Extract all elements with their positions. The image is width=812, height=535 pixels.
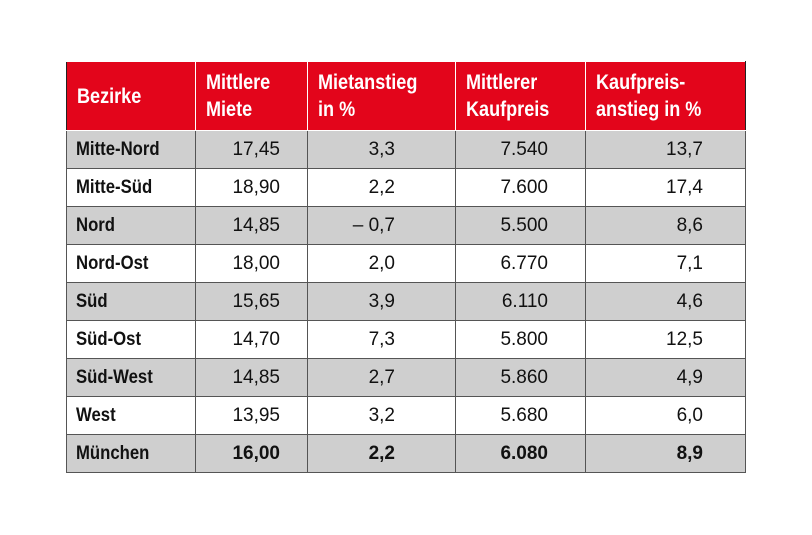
mean-price-cell: 5.800: [456, 321, 586, 359]
district-name-cell: [67, 245, 196, 283]
table-row-total: [67, 435, 746, 473]
price-increase-cell: 12,5: [586, 321, 746, 359]
price-increase-cell: 8,9: [586, 435, 746, 473]
mean-price-cell: 5.860: [456, 359, 586, 397]
column-header-line: Mittlerer: [466, 71, 538, 94]
column-header-4: [456, 62, 586, 131]
district-name-cell: [67, 397, 196, 435]
district-name-cell: [67, 321, 196, 359]
rent-increase-cell: 2,0: [308, 245, 456, 283]
rent-increase-cell: 3,3: [308, 131, 456, 169]
mean-price-cell: 6.770: [456, 245, 586, 283]
mean-rent-cell: 13,95: [196, 397, 308, 435]
column-header-line: Mietanstieg: [318, 71, 418, 94]
price-increase-cell: 17,4: [586, 169, 746, 207]
district-name: Mitte-Nord: [76, 138, 160, 160]
column-header-line: Bezirke: [77, 84, 142, 108]
district-name: Mitte-Süd: [76, 176, 153, 198]
mean-price-cell: 7.600: [456, 169, 586, 207]
price-increase-cell: 8,6: [586, 207, 746, 245]
rent-increase-cell: – 0,7: [308, 207, 456, 245]
table-row: [67, 131, 746, 169]
table-row: [67, 283, 746, 321]
column-header-5: [586, 62, 746, 131]
mean-price-cell: 6.110: [456, 283, 586, 321]
table-row: [67, 169, 746, 207]
price-increase-cell: 4,9: [586, 359, 746, 397]
mean-rent-cell: 18,00: [196, 245, 308, 283]
table-row: [67, 321, 746, 359]
mean-rent-cell: 14,85: [196, 207, 308, 245]
price-increase-cell: 13,7: [586, 131, 746, 169]
mean-rent-cell: 14,85: [196, 359, 308, 397]
district-name-cell: [67, 131, 196, 169]
mean-price-cell: 6.080: [456, 435, 586, 473]
mean-price-cell: 5.680: [456, 397, 586, 435]
table-row: [67, 207, 746, 245]
rent-increase-cell: 3,9: [308, 283, 456, 321]
price-increase-cell: 6,0: [586, 397, 746, 435]
district-name: Süd: [76, 290, 108, 312]
rent-increase-cell: 2,2: [308, 169, 456, 207]
district-name: München: [76, 442, 150, 464]
column-header-2: [196, 62, 308, 131]
column-header-line: Mittlere: [206, 71, 271, 94]
table-row: [67, 359, 746, 397]
rent-increase-cell: 3,2: [308, 397, 456, 435]
price-table: [66, 61, 746, 473]
table-header: [67, 62, 746, 131]
district-name-cell: [67, 169, 196, 207]
table-body: [67, 131, 746, 473]
district-name-cell: [67, 435, 196, 473]
price-increase-cell: 4,6: [586, 283, 746, 321]
district-name: Nord: [76, 214, 116, 236]
column-header-line: in %: [318, 98, 356, 121]
mean-rent-cell: 15,65: [196, 283, 308, 321]
mean-rent-cell: 18,90: [196, 169, 308, 207]
mean-rent-cell: 16,00: [196, 435, 308, 473]
rent-increase-cell: 2,2: [308, 435, 456, 473]
rent-increase-cell: 7,3: [308, 321, 456, 359]
column-header-line: Kaufpreis: [466, 98, 550, 121]
column-header-line: Miete: [206, 98, 253, 121]
district-name: Süd-West: [76, 366, 153, 388]
district-name-cell: [67, 283, 196, 321]
table-row: [67, 245, 746, 283]
district-name: West: [76, 404, 116, 426]
column-header-line: anstieg in %: [596, 98, 702, 121]
header-row: [67, 62, 746, 131]
district-name-cell: [67, 359, 196, 397]
column-header-3: [308, 62, 456, 131]
price-increase-cell: 7,1: [586, 245, 746, 283]
column-header-1: [67, 62, 196, 131]
table-row: [67, 397, 746, 435]
district-name: Süd-Ost: [76, 328, 142, 350]
mean-price-cell: 5.500: [456, 207, 586, 245]
mean-price-cell: 7.540: [456, 131, 586, 169]
rent-increase-cell: 2,7: [308, 359, 456, 397]
mean-rent-cell: 17,45: [196, 131, 308, 169]
district-name-cell: [67, 207, 196, 245]
column-header-line: Kaufpreis-: [596, 71, 686, 94]
mean-rent-cell: 14,70: [196, 321, 308, 359]
district-name: Nord-Ost: [76, 252, 149, 274]
